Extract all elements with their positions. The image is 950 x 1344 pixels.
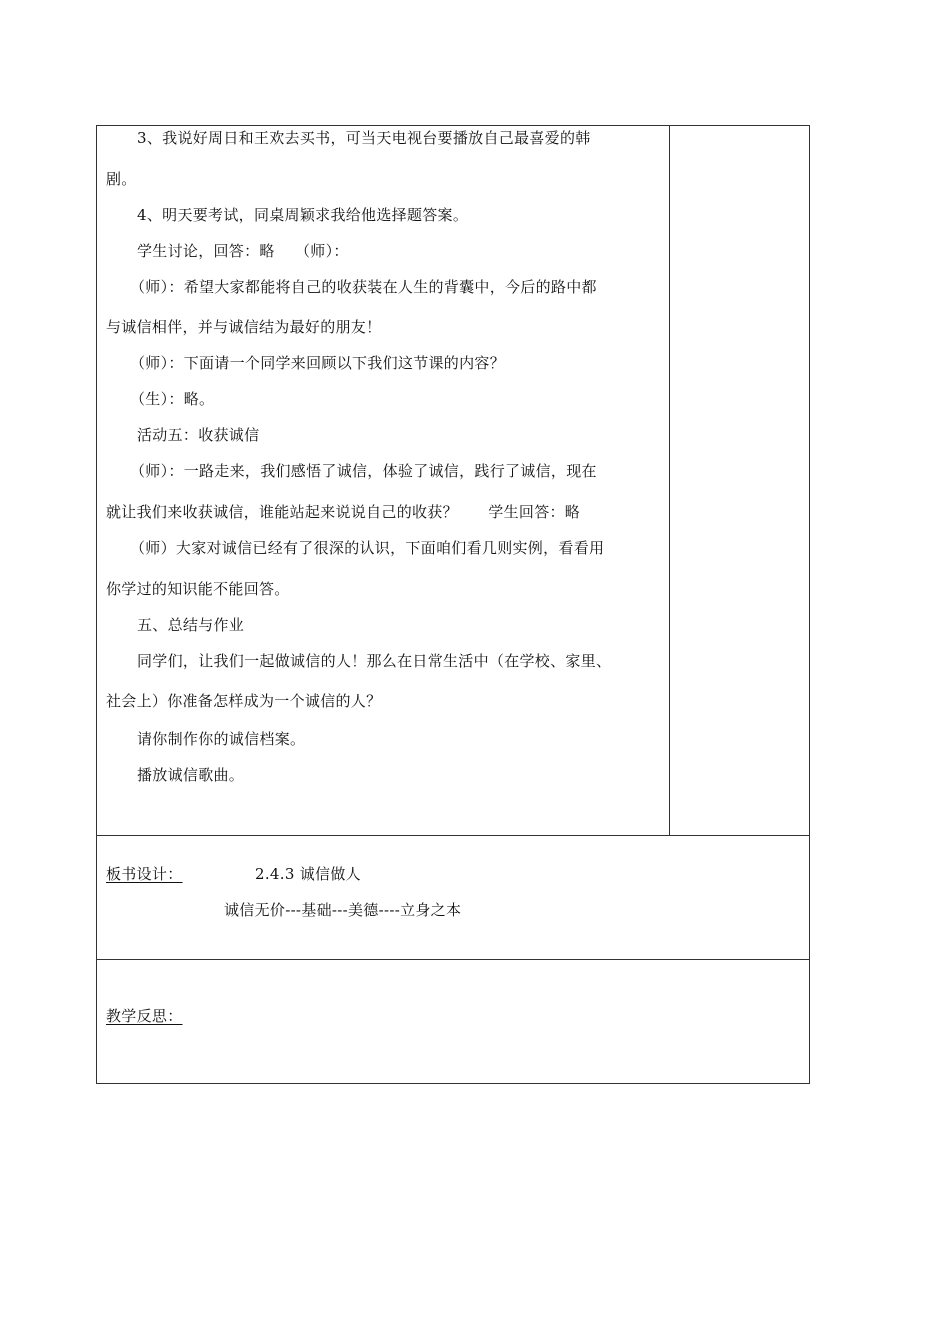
reflection-label: 教学反思： (106, 1007, 183, 1025)
reflection-section-divider (96, 959, 810, 960)
board-design-title: 2.4.3 诚信做人 (255, 865, 361, 883)
body-line: 3、我说好周日和王欢去买书，可当天电视台要播放自己最喜爱的韩 (137, 129, 591, 147)
body-line: 你学过的知识能不能回答。 (106, 580, 290, 598)
body-line: 社会上）你准备怎样成为一个诚信的人？ (106, 692, 382, 710)
board-design-label: 板书设计： (106, 865, 183, 883)
board-section-divider (96, 835, 810, 836)
body-line: 活动五：收获诚信 (137, 426, 260, 444)
body-line: （师）：下面请一个同学来回顾以下我们这节课的内容？ (130, 354, 506, 372)
body-line: （师）：希望大家都能将自己的收获装在人生的背囊中，今后的路中都 (130, 278, 597, 296)
body-line: 就让我们来收获诚信，谁能站起来说说自己的收获？ 学生回答：略 (106, 503, 581, 521)
body-line: （生）：略。 (130, 390, 215, 408)
body-line: 五、总结与作业 (137, 616, 245, 634)
body-line: （师）大家对诚信已经有了很深的认识，下面咱们看几则实例，看看用 (130, 539, 605, 557)
body-line: 同学们，让我们一起做诚信的人！那么在日常生活中（在学校、家里、 (137, 652, 612, 670)
body-line: 4、明天要考试，同桌周颖求我给他选择题答案。 (137, 206, 469, 224)
body-line: 剧。 (106, 170, 137, 188)
body-line: 播放诚信歌曲。 (137, 766, 245, 784)
body-line: 学生讨论，回答：略 （师）： (137, 242, 349, 260)
lesson-table (96, 125, 810, 1084)
body-line: 请你制作你的诚信档案。 (137, 730, 306, 748)
notes-column-divider (669, 125, 670, 835)
body-line: 与诚信相伴，并与诚信结为最好的朋友！ (106, 318, 382, 336)
board-design-content: 诚信无价---基础---美德----立身之本 (224, 901, 462, 919)
body-line: （师）：一路走来，我们感悟了诚信，体验了诚信，践行了诚信，现在 (130, 462, 597, 480)
